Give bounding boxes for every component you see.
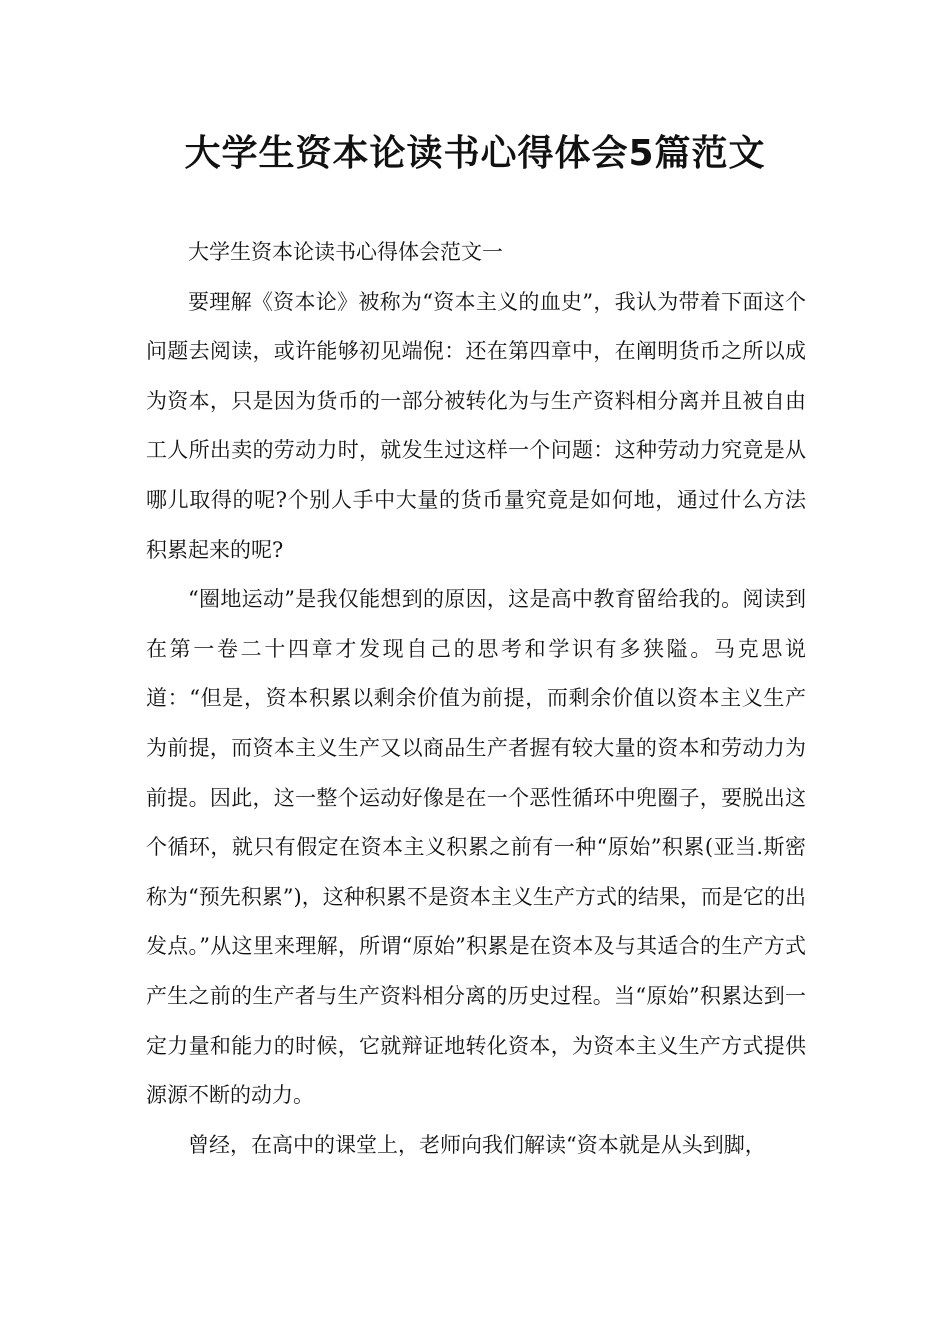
paragraph-3: 曾经，在高中的课堂上，老师向我们解读“资本就是从头到脚， <box>188 1132 766 1157</box>
paragraph-1: 要理解《资本论》被称为“资本主义的血史”，我认为带着下面这个问题去阅读，或许能够初见端倪：还在第四章中，在阐明货币之所以成为资本，只是因为货币的一部分被转化为与生产资料相分离并且被自由工人所出卖的劳动力时，就发生过这样一个问题：这种劳动力究竟是从哪儿取得的呢?个别人手中大量的货币量究竟是如何地，通过什么方法积累起来的呢? <box>146 289 806 562</box>
paragraph-2: “圈地运动”是我仅能想到的原因，这是高中教育留给我的。阅读到在第一卷二十四章才发现自己的思考和学识有多狭隘。马克思说道：“但是，资本积累以剩余价值为前提，而剩余价值以资本主义生产为前提，而资本主义生产又以商品生产者握有较大量的资本和劳动力为前提。因此，这一整个运动好像是在一个恶性循环中兜圈子，要脱出这个循环，就只有假定在资本主义积累之前有一种“原始”积累(亚当.斯密称为“预先积累”)，这种积累不是资本主义生产方式的结果，而是它的出发点。”从这里来理解，所谓“原始”积累是在资本及与其适合的生产方式产生之前的生产者与生产资料相分离的历史过程。当“原始”积累达到一定力量和能力的时候，它就辩证地转化资本，为资本主义生产方式提供源源不断的动力。 <box>146 587 806 1108</box>
document-body <box>146 228 806 1170</box>
section-heading: 大学生资本论读书心得体会范文一 <box>188 240 503 264</box>
document-title: 大学生资本论读书心得体会5篇范文 <box>184 133 766 174</box>
